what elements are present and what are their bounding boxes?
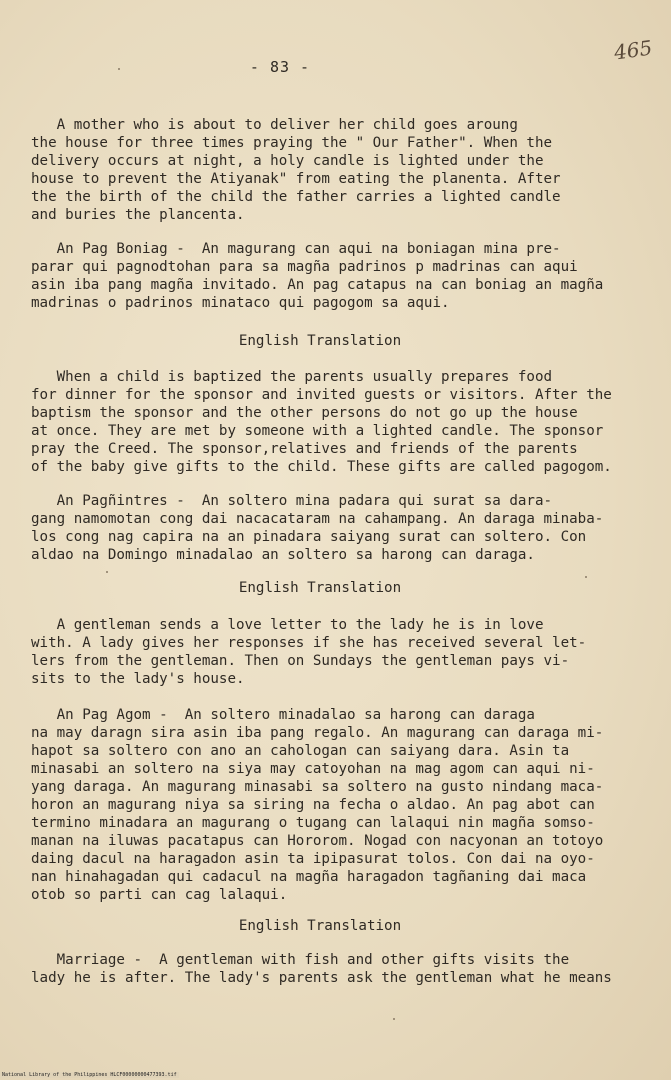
text-line: madrinas o padrinos minataco qui pagogom sa aqui. [31, 295, 450, 311]
paragraph-birth-custom [31, 116, 631, 224]
section-heading: English Translation [238, 918, 402, 934]
text-line: delivery occurs at night, a holy candle is lighted under the [31, 153, 544, 169]
text-line: parar qui pagnodtohan para sa magña padrinos p madrinas can aqui [31, 259, 578, 275]
text-line: An Pag Agom - An soltero minadalao sa harong can daraga [31, 707, 535, 723]
text-line: horon an magurang niya sa siring na fecha o aldao. An pag abot can [31, 797, 595, 813]
text-line: minasabi an soltero na siya may catoyohan na mag agom can aqui ni- [31, 761, 595, 777]
text-line: the house for three times praying the " Our Father". When the [31, 135, 553, 151]
paper-speck [106, 571, 108, 573]
text-line: nan hinahagadan qui cadacul na magña haragadon tagñaning dai maca [31, 869, 587, 885]
paragraph-pag-agom [31, 706, 631, 904]
text-line: hapot sa soltero con ano an cahologan can saiyang dara. Asin ta [31, 743, 570, 759]
paragraph-baptism-translation [31, 368, 631, 476]
paragraph-pagnintres [31, 492, 631, 564]
text-line: of the baby give gifts to the child. These gifts are called pagogom. [31, 459, 612, 475]
text-line: A gentleman sends a love letter to the lady he is in love [31, 617, 544, 633]
text-line: aldao na Domingo minadalao an soltero sa harong can daraga. [31, 547, 535, 563]
text-line: lers from the gentleman. Then on Sundays the gentleman pays vi- [31, 653, 570, 669]
paper-speck [393, 1018, 395, 1020]
text-line: for dinner for the sponsor and invited guests or visitors. After the [31, 387, 612, 403]
text-line: gang namomotan cong dai nacacataram na cahampang. An daraga minaba- [31, 511, 604, 527]
paper-speck [585, 576, 587, 578]
text-line: termino minadara an magurang o tugang can lalaqui nin magña somso- [31, 815, 595, 831]
archive-footer: National Library of the Philippines HLCF00000000477393.tif [2, 1072, 177, 1078]
text-line: otob so parti can cag lalaqui. [31, 887, 288, 903]
text-line: los cong nag capira na an pinadara saiyang surat can soltero. Con [31, 529, 587, 545]
text-line: lady he is after. The lady's parents ask the gentleman what he means [31, 970, 612, 986]
text-line: manan na iluwas pacatapus can Hororom. Nogad con nacyonan an totoyo [31, 833, 604, 849]
text-line: daing dacul na haragadon asin ta ipipasurat tolos. Con dai na oyo- [31, 851, 595, 867]
paragraph-pag-boniag [31, 240, 631, 312]
text-line: baptism the sponsor and the other persons do not go up the house [31, 405, 578, 421]
text-line: sits to the lady's house. [31, 671, 245, 687]
text-line: An Pag Boniag - An magurang can aqui na boniagan mina pre- [31, 241, 561, 257]
text-line: house to prevent the Atiyanak" from eating the planenta. After [31, 171, 561, 187]
text-line: and buries the plancenta. [31, 207, 245, 223]
text-line: When a child is baptized the parents usually prepares food [31, 369, 553, 385]
text-line: asin iba pang magña invitado. An pag catapus na can boniag an magña [31, 277, 604, 293]
paragraph-courtship-translation [31, 616, 631, 688]
text-line: the the birth of the child the father carries a lighted candle [31, 189, 561, 205]
text-line: yang daraga. An magurang minasabi sa soltero na gusto nindang maca- [31, 779, 604, 795]
text-line: na may daragn sira asin iba pang regalo. An magurang can daraga mi- [31, 725, 604, 741]
text-line: A mother who is about to deliver her child goes aroung [31, 117, 518, 133]
section-heading: English Translation [238, 580, 402, 596]
text-line: pray the Creed. The sponsor,relatives and friends of the parents [31, 441, 578, 457]
handwritten-page-number: 465 [612, 35, 654, 65]
paper-speck [118, 68, 120, 70]
page-number: - 83 - [249, 58, 311, 76]
text-line: at once. They are met by someone with a lighted candle. The sponsor [31, 423, 604, 439]
text-line: Marriage - A gentleman with fish and other gifts visits the [31, 952, 570, 968]
text-line: with. A lady gives her responses if she has received several let- [31, 635, 587, 651]
text-line: An Pagñintres - An soltero mina padara qui surat sa dara- [31, 493, 553, 509]
paragraph-marriage-translation [31, 951, 631, 987]
section-heading: English Translation [238, 333, 402, 349]
